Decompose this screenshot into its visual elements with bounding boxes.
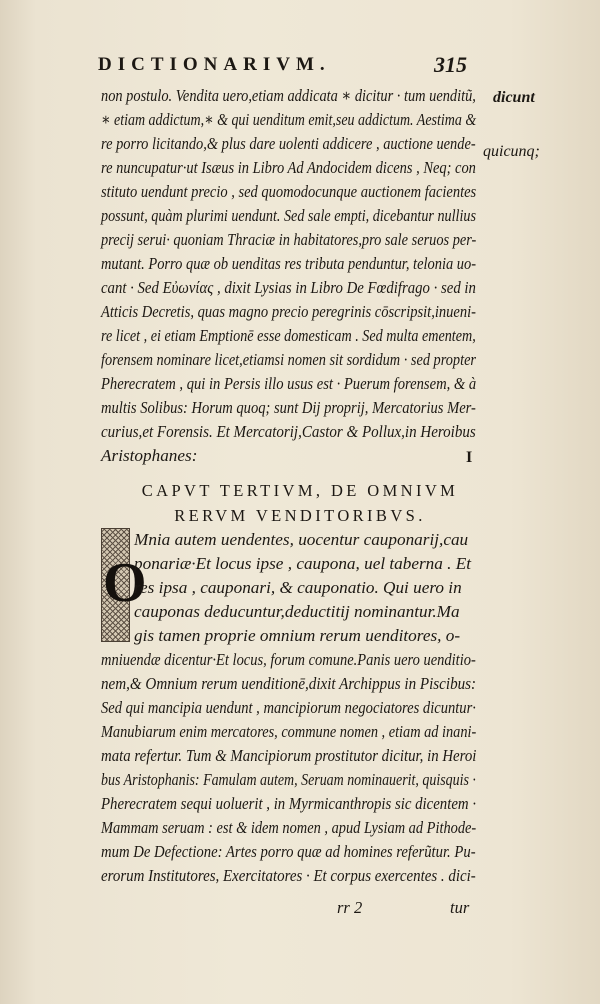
catchword: tur — [450, 898, 470, 917]
text-line: multis Solibus: Horum quoq; sunt Dij proprij, Mercatorius Mer- — [101, 398, 476, 417]
running-title: DICTIONARIVM. — [98, 54, 331, 75]
text-line: erorum Institutores, Exercitatores · Et corpus exercentes . dici- — [101, 866, 476, 885]
text-line: precij serui· quoniam Thraciæ in habitatores,pro sale seruos per- — [101, 230, 477, 249]
text-line: Mammam seruam : est & idem nomen , apud Lysiam ad Pithode- — [101, 818, 477, 837]
text-line: nem,& Omnium rerum uenditionē,dixit Archippus in Piscibus: — [101, 674, 477, 693]
text-line: cant · Sed Εὐωνίας , dixit Lysias in Libro De Fœdifrago · sed in — [101, 278, 476, 297]
section-marker: I — [466, 449, 473, 466]
text-line: cauponas deducuntur,deductitij nominantur.Ma — [134, 602, 460, 621]
text-line: Manubiarum enim mercatores, commune nomen , etiam ad inani- — [101, 722, 477, 741]
text-line: mutant. Porro quæ ob uenditas res tributa penduntur, telonia uo- — [101, 254, 477, 273]
signature-mark: rr 2 — [337, 898, 363, 917]
margin-note: quicunq; — [483, 143, 540, 160]
text-line: ponariæ·Et locus ipse , caupona, uel taberna . Et — [134, 554, 472, 573]
text-line: stituto uendunt precio , sed quomodocunque auctionem facientes — [101, 182, 477, 201]
decorated-initial — [101, 528, 147, 642]
text-line: forensem nominare licet,etiamsi nomen sit sordidum · sed propter — [101, 350, 476, 369]
text-line: mum De Defectione: Artes porro quæ ad homines referũtur. Pu- — [101, 842, 476, 861]
text-line: res ipsa , cauponari, & cauponatio. Qui uero in — [134, 578, 462, 597]
text-line: mniuendæ dicentur·Et locus, forum comune.Panis uero uenditio- — [101, 650, 476, 669]
page-number: 315 — [434, 52, 467, 77]
text-line: re porro licitando,& plus dare uolenti addicere , auctione uende- — [101, 134, 476, 153]
text-line: possunt, quàm plurimi uendunt. Sed sale empti, dicebantur nullius — [101, 206, 476, 225]
text-line: mata refertur. Tum & Mancipiorum prostitutor dicitur, in Heroi — [101, 746, 477, 765]
text-line: Pherecratem , qui in Persis illo usus est · Puerum forensem, & à — [101, 374, 477, 393]
text-line: non postulo. Vendita uero,etiam addicata ∗ dicitur · tum uenditũ, — [101, 86, 476, 105]
text-line: re licet , ei etiam Emptionē esse domesticam . Sed multa ementem, — [101, 326, 476, 345]
text-line: Pherecratem sequi uoluerit , in Myrmicanthropis sic dicentem · — [101, 794, 477, 813]
chapter-heading-line-2: RERVM VENDITORIBVS. — [174, 506, 426, 525]
initial-letter: O — [103, 552, 147, 614]
chapter-heading-line-1: CAPVT TERTIVM, DE OMNIVM — [141, 481, 459, 500]
text-line: gis tamen proprie omnium rerum uenditores, o- — [134, 626, 461, 645]
text-line: Aristophanes: — [101, 446, 198, 465]
text-line: re nuncupatur·ut Isæus in Libro Ad Andocidem dicens , Neq; con — [101, 158, 476, 177]
text-line: bus Aristophanis: Famulam autem, Seruam nominauerit, quisquis · — [101, 770, 476, 789]
text-line: Mnia autem uendentes, uocentur cauponarij,cau — [134, 530, 469, 549]
text-line: ∗ etiam addictum,∗ & qui uenditum emit,seu addictum. Aestima & — [101, 110, 477, 129]
text-line: Atticis Decretis, quas magno precio peregrinis cōscripsit,inueni- — [101, 302, 476, 321]
text-line: Sed qui mancipia uendunt , mancipiorum negociatores dicuntur· — [101, 698, 476, 717]
text-line: curius,et Forensis. Et Mercatorij,Castor & Pollux,in Heroibus — [101, 422, 476, 441]
margin-note: dicunt — [493, 89, 535, 106]
